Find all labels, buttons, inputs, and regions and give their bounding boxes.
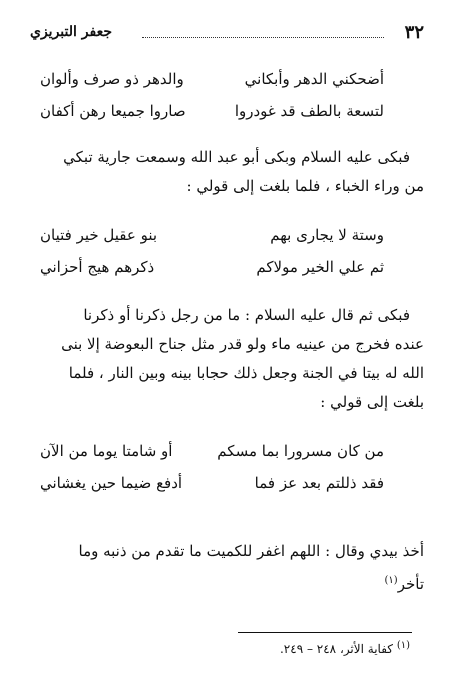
- verse-first-hemistich: وستة لا يجارى بهم: [270, 226, 384, 244]
- text-line: [30, 566, 424, 599]
- verse-line: [40, 226, 384, 250]
- page-number: ٣٢: [404, 22, 424, 43]
- paragraph: [30, 537, 424, 599]
- text-line: أخذ بيدي وقال : اللهم اغفر للكميت ما تقدم من ذنبه وما: [78, 542, 424, 560]
- footnote-divider: [238, 632, 412, 633]
- text-fragment: تأخر: [397, 575, 424, 593]
- text-line: الله له بيتا في الجنة وجعل ذلك حجابا بينه وبين النار ، فلما: [68, 364, 424, 382]
- verse-second-hemistich: أو شامتا يوما من الآن: [40, 442, 173, 460]
- verse-line: [40, 102, 384, 126]
- footnote-reference: (١): [384, 575, 398, 586]
- text-line: فبكى ثم قال عليه السلام : ما من رجل ذكرنا أو ذكرنا: [83, 306, 410, 324]
- verse-first-hemistich: فقد ذللتم بعد عز فما: [254, 474, 384, 492]
- verse-line: [40, 442, 384, 466]
- verse-line: [40, 258, 384, 282]
- text-line: بلغت إلى قولي :: [320, 393, 424, 411]
- verse-second-hemistich: والدهر ذو صرف وألوان: [40, 70, 184, 88]
- running-title: جعفر التبريزي: [30, 24, 112, 40]
- verse-second-hemistich: صاروا جميعا رهن أكفان: [40, 102, 186, 120]
- verse-second-hemistich: ذكرهم هيج أحزاني: [40, 258, 155, 276]
- text-line: عنده فخرج من عينيه ماء ولو قدر مثل جناح البعوضة إلا بنى: [61, 335, 424, 353]
- header-dotted-leader: [142, 37, 384, 38]
- footnote-marker: (١): [396, 640, 410, 651]
- verse-second-hemistich: أدفع ضيما حين يغشاني: [40, 474, 183, 492]
- verse-first-hemistich: أضحكني الدهر وأبكاني: [244, 70, 384, 88]
- paragraph: [30, 301, 424, 417]
- text-line: من وراء الخباء ، فلما بلغت إلى قولي :: [186, 177, 424, 195]
- paragraph: [30, 143, 424, 201]
- verse-first-hemistich: لتسعة بالطف قد غودروا: [234, 102, 384, 120]
- page-header: [30, 22, 424, 48]
- text-line: فبكى عليه السلام وبكى أبو عبد الله وسمعت جارية تبكي: [63, 148, 410, 166]
- verse-first-hemistich: ثم علي الخير مولاكم: [256, 258, 384, 276]
- footnote-text: كفاية الأثر، ٢٤٨ – ٢٤٩.: [279, 642, 393, 656]
- verse-first-hemistich: من كان مسرورا بما مسكم: [217, 442, 384, 460]
- verse-line: [40, 70, 384, 94]
- footnote: [280, 640, 410, 656]
- verse-line: [40, 474, 384, 498]
- verse-second-hemistich: بنو عقيل خير فتيان: [40, 226, 158, 244]
